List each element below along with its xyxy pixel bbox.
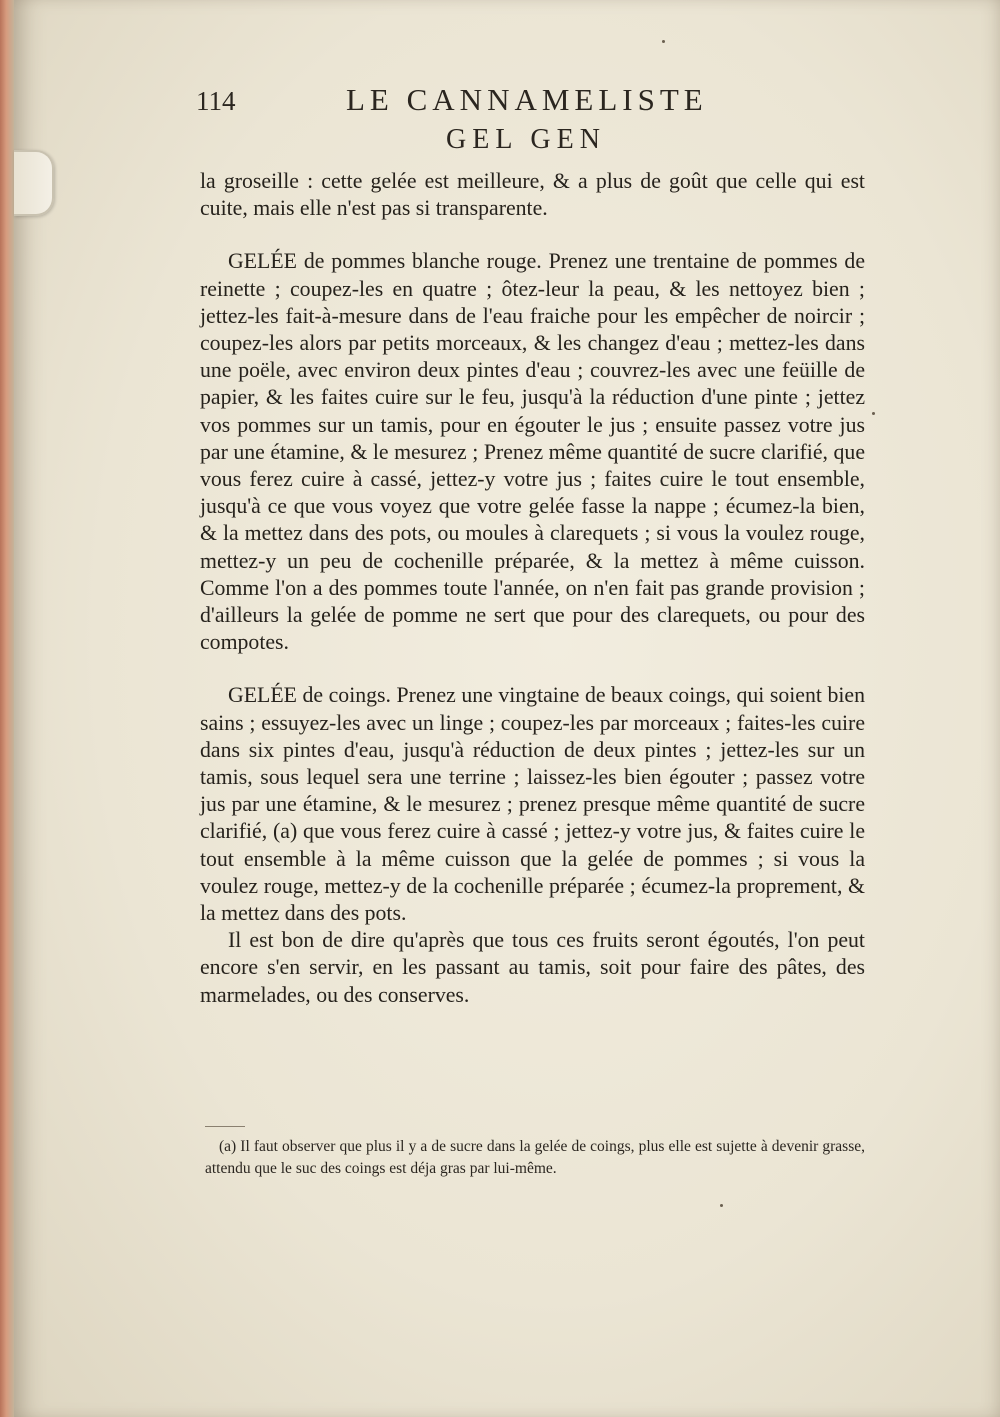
paragraph-gelee-pommes: GELÉE de pommes blanche rouge. Prenez une trentaine de pommes de reinette ; coupez-les en quatre ; ôtez-leur la peau, & les nettoyez bien ; jettez-les fait-à-mesure dans de l'eau fraiche pour les empêcher de noircir ; coupez-les alors par petits morceaux, & les changez d'eau ; mettez-les dans une poële, avec environ deux pintes d'eau ; couvrez-les avec une feüille de papier, & les faites cuire sur le feu, jusqu'à la réduction d'une pinte ; jettez vos pommes sur un tamis, pour en égouter le jus ; ensuite passez votre jus par une étamine, & le mesurez ; Prenez même quantité de sucre clarifié, que vous ferez cuire à cassé, jettez-y votre jus ; faites cuire le tout ensemble, jusqu'à ce que vous voyez que votre gelée fasse la nappe ; écumez-la bien, & la mettez dans des pots, ou moules à clarequets ; si vous la voulez rouge, mettez-y un peu de cochenille préparée, & la mettez à même cuisson. Comme l'on a des pommes toute l'année, on n'en fait pas grande provision ; d'ailleurs la gelée de pomme ne sert que pour des clarequets, ou pour des compotes. bbox=[200, 249, 865, 655]
footnote: (a) Il faut observer que plus il y a de sucre dans la gelée de coings, plus elle est sujette à devenir grasse, attendu que le suc des coings est déja gras par lui-même. bbox=[205, 1138, 865, 1177]
paragraph-continuation: la groseille : cette gelée est meilleure, & a plus de goût que celle qui est cuite, mais elle n'est pas si transparente. bbox=[200, 169, 865, 221]
paragraph-gelee-coings: GELÉE de coings. Prenez une vingtaine de beaux coings, qui soient bien sains ; essuyez-les avec un linge ; coupez-les par morceaux ; faites-les cuire dans six pintes d'eau, jusqu'à réduction de deux pintes ; jettez-les sur un tamis, sous lequel sera une terrine ; laissez-les bien égouter ; passez votre jus par une étamine, & le mesurez ; prenez presque même quantité de sucre clarifié, (a) que vous ferez cuire à cassé ; jettez-y votre jus, & faites cuire le tout ensemble à la même cuisson que la gelée de pommes ; si vous la voulez rouge, mettez-y de la cochenille préparée ; écumez-la proprement, & la mettez dans des pots. bbox=[200, 683, 865, 926]
body-text bbox=[200, 168, 865, 1009]
page-header bbox=[196, 82, 756, 126]
paper-speck bbox=[720, 1204, 723, 1207]
paper-speck bbox=[872, 412, 875, 415]
page-number: 114 bbox=[196, 86, 236, 116]
section-subheader: GEL GEN bbox=[446, 124, 606, 155]
footnote-rule bbox=[205, 1126, 245, 1127]
page-clip bbox=[14, 150, 54, 216]
running-title: LE CANNAMELISTE bbox=[346, 82, 708, 117]
page-edge bbox=[0, 0, 14, 1417]
paragraph-note: Il est bon de dire qu'après que tous ces fruits seront égoutés, l'on peut encore s'en servir, en les passant au tamis, soit pour faire des pâtes, des marmelades, ou des conserves. bbox=[200, 928, 865, 1007]
paper-speck bbox=[662, 40, 665, 43]
